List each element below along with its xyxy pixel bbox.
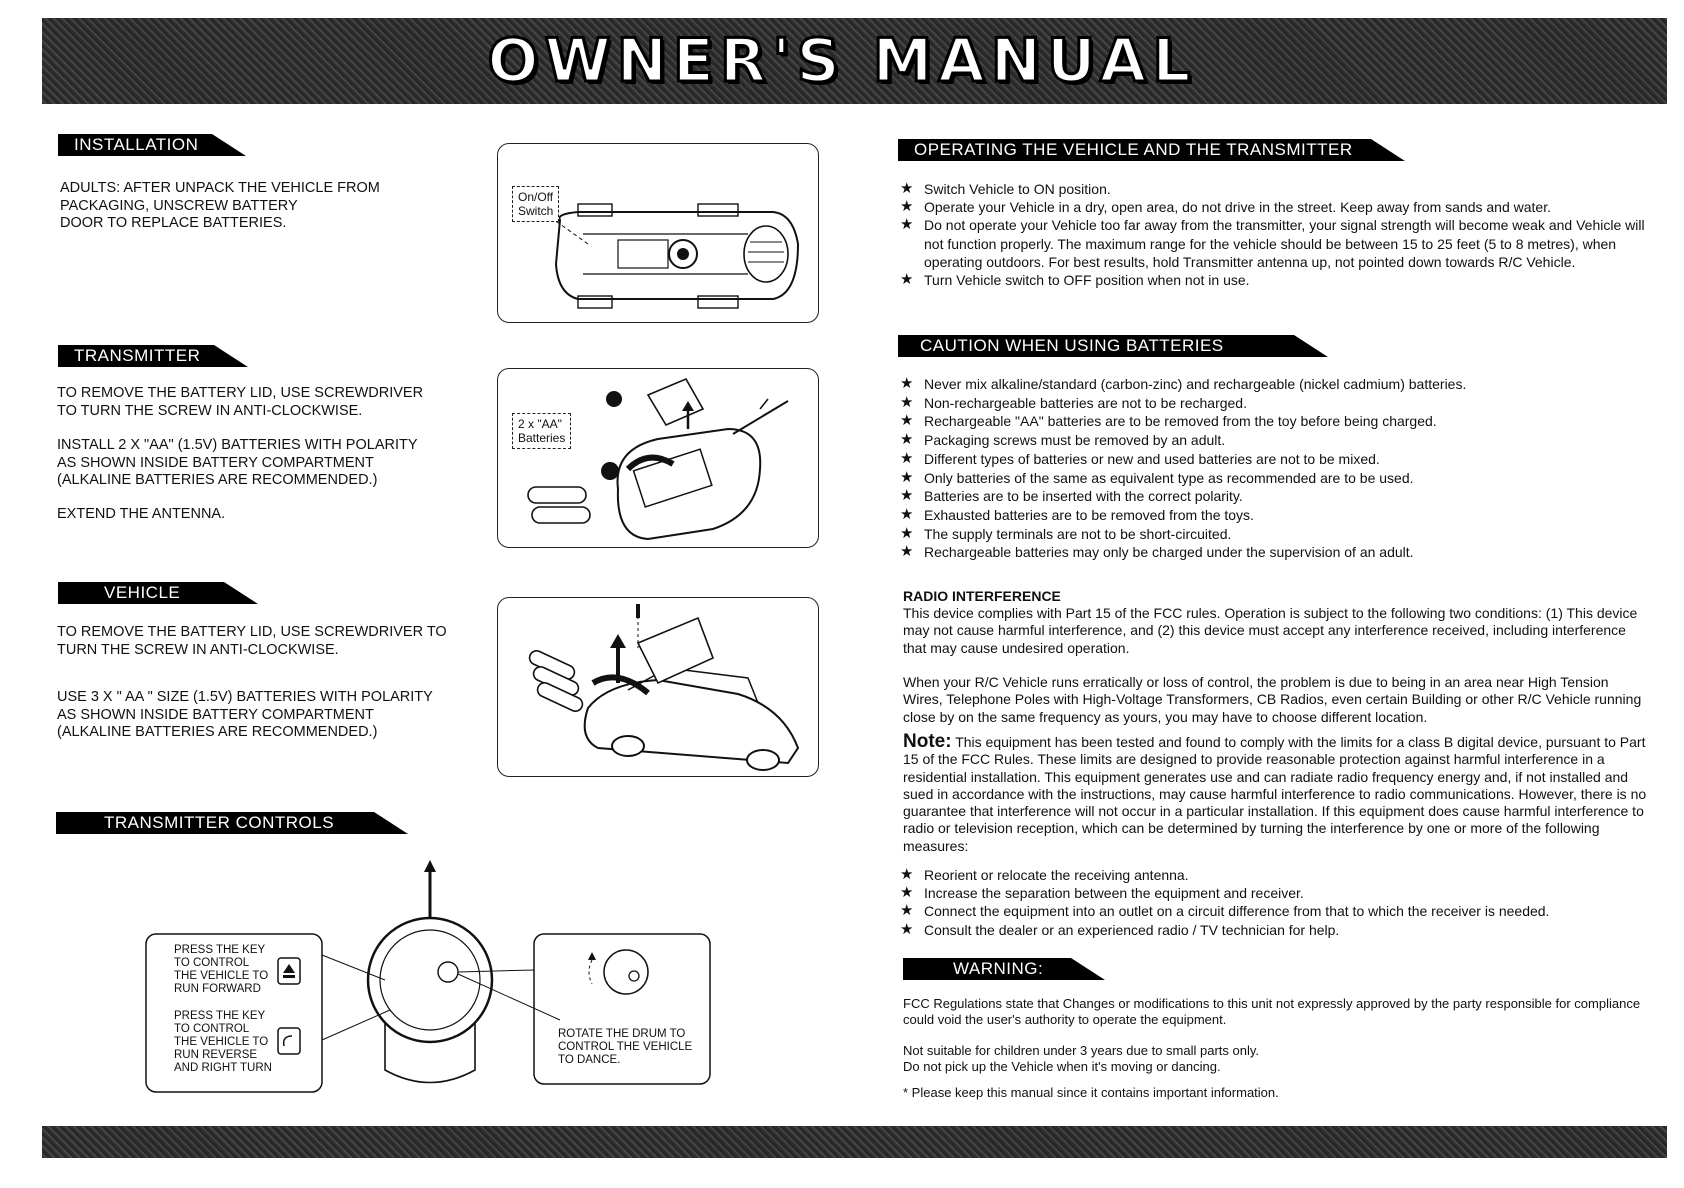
caution-item: ★ Only batteries of the same as equivalent type as recommended are to be used. <box>900 469 1645 488</box>
reverse-key-label: PRESS THE KEY TO CONTROL THE VEHICLE TO RUN REVERSE AND RIGHT TURN <box>174 1010 272 1074</box>
on-off-switch-callout: On/Off Switch <box>512 186 559 222</box>
operating-heading-label: OPERATING THE VEHICLE AND THE TRANSMITTER <box>898 139 1371 161</box>
measure-item: ★ Reorient or relocate the receiving antenna. <box>900 866 1645 884</box>
batteries-callout: 2 x "AA" Batteries <box>512 413 571 449</box>
operating-heading <box>898 139 1405 161</box>
transmitter-controls-heading <box>56 812 408 834</box>
warning-heading-label: WARNING: <box>903 958 1071 980</box>
warning-p1: FCC Regulations state that Changes or modifications to this unit not expressly approved by the party responsible for compliance could void the user's authority to operate the equipment. <box>903 996 1641 1027</box>
warning-p2: Not suitable for children under 3 years due to small parts only. Do not pick up the Vehicle when it's moving or dancing. <box>903 1043 1259 1074</box>
caution-item: ★ Non-rechargeable batteries are not to be recharged. <box>900 394 1645 413</box>
transmitter-heading-label: TRANSMITTER <box>58 345 214 367</box>
caution-item: ★ Packaging screws must be removed by an adult. <box>900 431 1645 450</box>
footer-band <box>42 1126 1667 1158</box>
caution-item: ★ Rechargeable "AA" batteries are to be removed from the toy before being charged. <box>900 412 1645 431</box>
operating-list <box>900 180 1645 289</box>
drum-label: ROTATE THE DRUM TO CONTROL THE VEHICLE TO DANCE. <box>558 1028 693 1066</box>
caution-item: ★ Different types of batteries or new and used batteries are not to be mixed. <box>900 450 1645 469</box>
vehicle-text-2: USE 3 X " AA " SIZE (1.5V) BATTERIES WITH POLARITY AS SHOWN INSIDE BATTERY COMPARTMENT (ALKALINE BATTERIES ARE RECOMMENDED.) <box>57 689 433 740</box>
heading-arrow-icon <box>1071 958 1105 980</box>
caution-heading-label: CAUTION WHEN USING BATTERIES <box>898 335 1294 357</box>
caution-item: ★ Rechargeable batteries may only be charged under the supervision of an adult. <box>900 543 1645 562</box>
transmitter-text-1: TO REMOVE THE BATTERY LID, USE SCREWDRIVER TO TURN THE SCREW IN ANTI-CLOCKWISE. <box>57 385 424 419</box>
measures-list <box>900 866 1645 939</box>
heading-arrow-icon <box>214 345 248 367</box>
measure-item: ★ Connect the equipment into an outlet on a circuit difference from that to which the receiver is needed. <box>900 902 1645 920</box>
transmitter-battery-icon <box>498 369 818 547</box>
operating-item: ★ Operate your Vehicle in a dry, open area, do not drive in the street. Keep away from sands and water. <box>900 198 1645 216</box>
transmitter-controls-diagram <box>140 860 720 1100</box>
measure-item: ★ Increase the separation between the equipment and receiver. <box>900 884 1645 902</box>
warning-heading <box>903 958 1105 980</box>
heading-arrow-icon <box>1294 335 1328 357</box>
note-label: Note: <box>903 731 952 752</box>
radio-interference-p2: When your R/C Vehicle runs erratically or loss of control, the problem is due to being in an area near High Tension Wires, Telephone Poles with High-Voltage Transformers, CB Radios, even certain Building or other R/C Vehicle running close by on the same frequency as yours, you may have to choose different location. <box>903 674 1642 725</box>
vehicle-heading <box>58 582 258 604</box>
caution-item: ★ Batteries are to be inserted with the correct polarity. <box>900 487 1645 506</box>
forward-key-label: PRESS THE KEY TO CONTROL THE VEHICLE TO RUN FORWARD <box>174 944 269 995</box>
vehicle-heading-label: VEHICLE <box>58 582 224 604</box>
measure-item: ★ Consult the dealer or an experienced radio / TV technician for help. <box>900 921 1645 939</box>
installation-heading <box>58 134 246 156</box>
vehicle-underside-icon <box>498 144 818 322</box>
caution-heading <box>898 335 1328 357</box>
note-text: This equipment has been tested and found to comply with the limits for a class B digital device, pursuant to Part 15 of the FCC Rules. These limits are designed to provide reasonable protection against harmful interference in a residential installation. This equipment generates use and can radiate radio frequency energy and, if not installed and sued in accordance with the instructions, may cause harmful interference to radio communications. However, there is no guarantee that interference will not occur in a particular installation. If this equipment does cause harmful interference to radio or television reception, which can be determined by turning the interference by one or more of the following measures: <box>903 734 1647 854</box>
transmitter-text-3: EXTEND THE ANTENNA. <box>57 506 226 522</box>
transmitter-controls-heading-label: TRANSMITTER CONTROLS <box>56 812 374 834</box>
operating-item: ★ Switch Vehicle to ON position. <box>900 180 1645 198</box>
transmitter-heading <box>58 345 248 367</box>
transmitter-text-2: INSTALL 2 X "AA" (1.5V) BATTERIES WITH POLARITY AS SHOWN INSIDE BATTERY COMPARTMENT (ALKALINE BATTERIES ARE RECOMMENDED.) <box>57 437 418 488</box>
caution-item: ★ Never mix alkaline/standard (carbon-zinc) and rechargeable (nickel cadmium) batteries. <box>900 375 1645 394</box>
caution-list <box>900 375 1645 562</box>
fcc-note <box>903 733 1648 855</box>
warning-p3: * Please keep this manual since it contains important information. <box>903 1085 1279 1100</box>
radio-interference-p1: This device complies with Part 15 of the FCC rules. Operation is subject to the following two conditions: (1) This device may not cause harmful interference, and (2) this device must accept any interference received, including interference that may cause undesired operation. <box>903 605 1638 656</box>
installation-heading-label: INSTALLATION <box>58 134 212 156</box>
transmitter-battery-diagram <box>497 368 819 548</box>
heading-arrow-icon <box>1371 139 1405 161</box>
heading-arrow-icon <box>374 812 408 834</box>
page-title: OWNER'S MANUAL <box>487 26 1197 96</box>
caution-item: ★ Exhausted batteries are to be removed from the toys. <box>900 506 1645 525</box>
caution-item: ★ The supply terminals are not to be short-circuited. <box>900 525 1645 544</box>
operating-item: ★ Do not operate your Vehicle too far away from the transmitter, your signal strength will become weak and Vehicle will not function properly. The maximum range for the vehicle should be between 15 to 25 feet (5 to 8 metres), when operating outdoors. For best results, hold Transmitter antenna up, not pointed down towards R/C Vehicle. <box>900 216 1645 271</box>
car-battery-icon <box>498 598 818 776</box>
heading-arrow-icon <box>224 582 258 604</box>
radio-interference-heading: RADIO INTERFERENCE <box>903 588 1061 604</box>
vehicle-underside-diagram <box>497 143 819 323</box>
operating-item: ★ Turn Vehicle switch to OFF position when not in use. <box>900 271 1645 289</box>
installation-text: ADULTS: AFTER UNPACK THE VEHICLE FROM PACKAGING, UNSCREW BATTERY DOOR TO REPLACE BATTERIES. <box>60 180 380 231</box>
heading-arrow-icon <box>212 134 246 156</box>
vehicle-text-1: TO REMOVE THE BATTERY LID, USE SCREWDRIVER TO TURN THE SCREW IN ANTI-CLOCKWISE. <box>57 624 447 658</box>
vehicle-battery-diagram <box>497 597 819 777</box>
